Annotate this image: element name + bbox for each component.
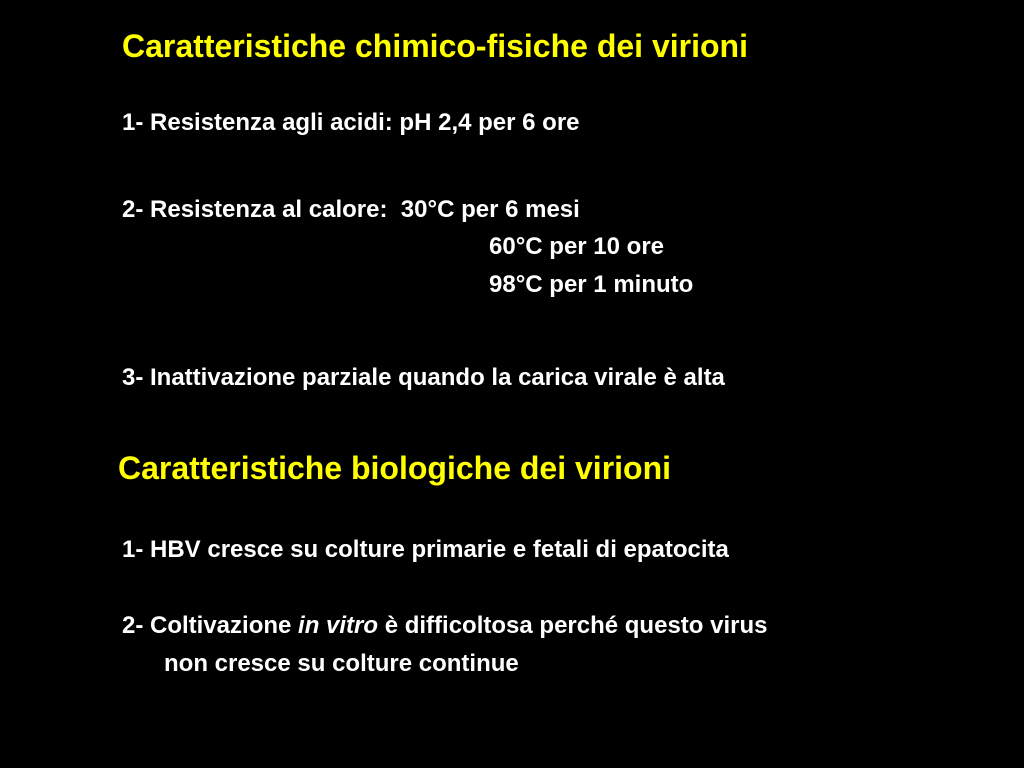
cultivation-prefix: 2- Coltivazione <box>122 612 299 639</box>
biological-item-cultivation <box>122 614 767 638</box>
cultivation-in-vitro: in vitro <box>298 612 379 639</box>
heat-resistance-value-1: 30°C per 6 mesi <box>400 196 580 223</box>
cultivation-suffix: è difficoltosa perché questo virus <box>378 612 768 639</box>
biological-item-hbv-cultures: 1- HBV cresce su colture primarie e fetali di epatocita <box>122 536 729 563</box>
heat-resistance-label: 2- Resistenza al calore: <box>122 196 388 223</box>
heat-resistance-value-3: 98°C per 1 minuto <box>489 271 694 298</box>
heat-resistance-value-2: 60°C per 10 ore <box>489 233 665 260</box>
physical-item-partial-inactivation: 3- Inattivazione parziale quando la carica virale è alta <box>122 364 725 391</box>
physical-item-heat-resistance <box>122 198 580 222</box>
biological-section-title: Caratteristiche biologiche dei virioni <box>118 450 672 486</box>
biological-item-cultivation-continuation: non cresce su colture continue <box>164 650 519 677</box>
physical-section-title: Caratteristiche chimico-fisiche dei virioni <box>122 28 748 64</box>
physical-item-acid-resistance: 1- Resistenza agli acidi: pH 2,4 per 6 ore <box>122 109 580 136</box>
